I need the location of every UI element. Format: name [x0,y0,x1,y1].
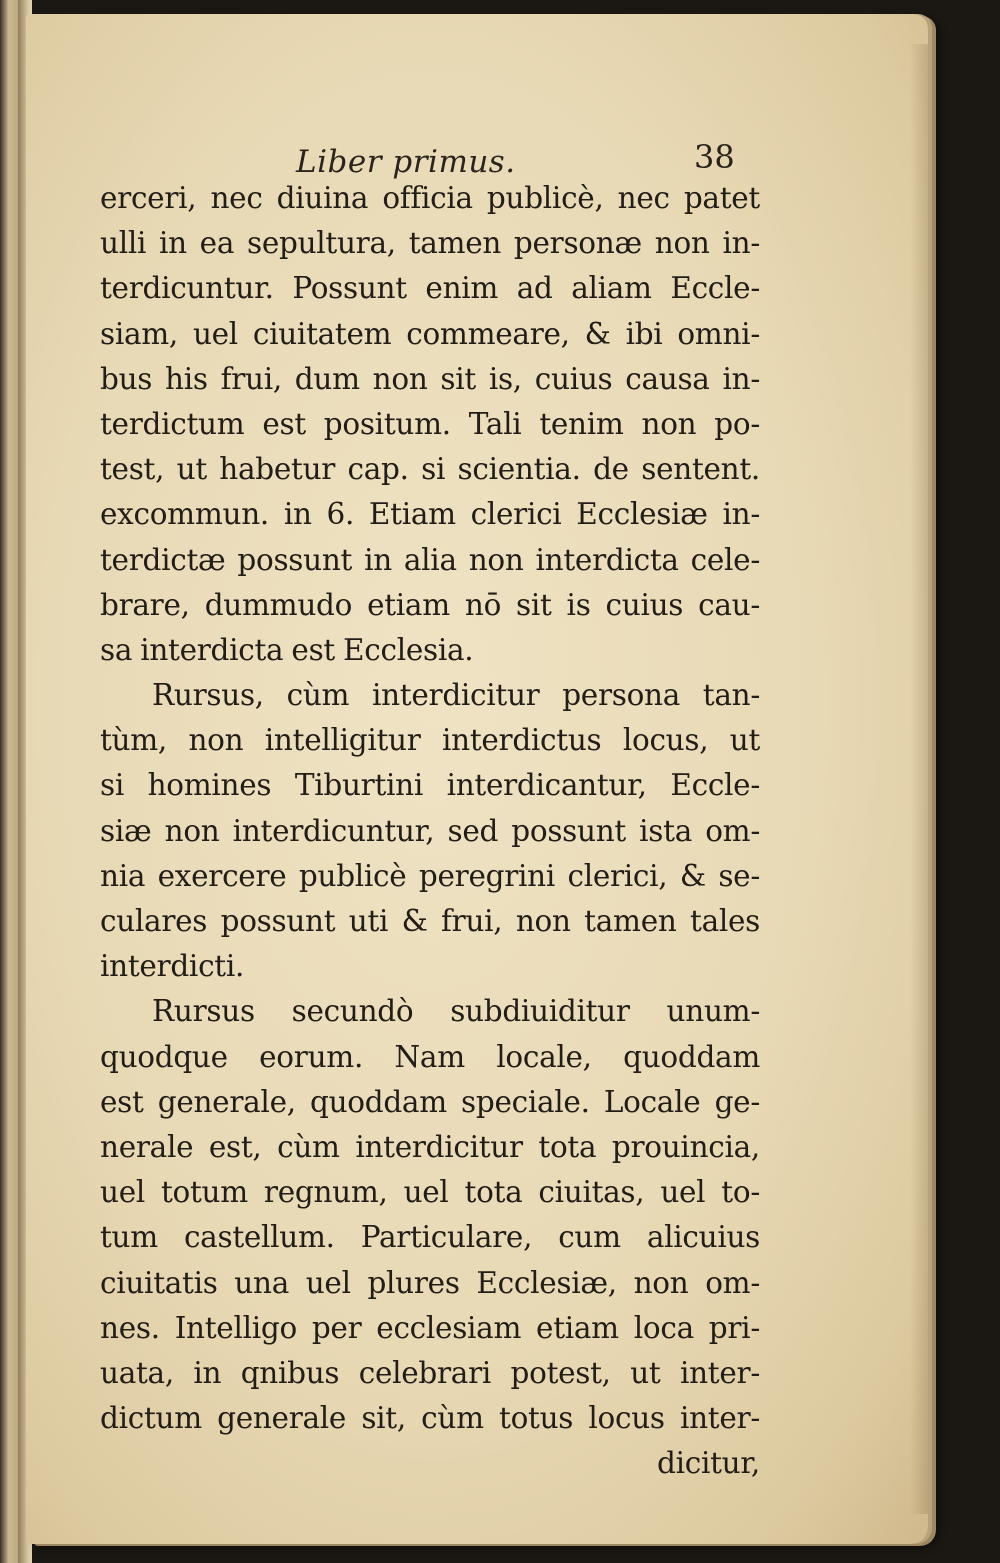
text-line: brare, dummudo etiam nō sit is cuius cau- [100,587,760,622]
text-line: sa interdicta est Ecclesia. [100,632,474,667]
text-line: excommun. in 6. Etiam clerici Ecclesiæ in- [100,497,760,532]
text-line: est generale, quoddam speciale. Locale ge- [100,1084,760,1119]
text-line: uata, in qnibus celebrari potest, ut inter- [100,1355,760,1390]
text-line: Rursus, cùm interdicitur persona tan- [152,678,760,713]
book-page [26,14,928,1544]
text-line: Rursus secundò subdiuiditur unum- [152,994,760,1029]
text-line: terdicuntur. Possunt enim ad aliam Eccle- [100,271,760,306]
text-line: nerale est, cùm interdicitur tota prouincia, [100,1129,760,1164]
text-line: nia exercere publicè peregrini clerici, & se- [100,858,760,893]
text-line: terdictæ possunt in alia non interdicta cele- [100,542,760,577]
text-line: tum castellum. Particulare, cum alicuius [100,1220,760,1255]
text-line: terdictum est positum. Tali tenim non po- [100,406,760,441]
running-head: Liber primus. [296,144,516,180]
text-line: erceri, nec diuina officia publicè, nec patet [100,181,760,215]
text-line: culares possunt uti & frui, non tamen tales [100,904,760,938]
text-line: uel totum regnum, uel tota ciuitas, uel to- [100,1175,760,1210]
catchword: dicitur, [657,1446,760,1481]
text-line: si homines Tiburtini interdicantur, Eccle- [100,768,760,803]
body-text [100,176,760,1486]
page-fore-edge-shadow [910,44,928,1514]
folio-number: 38 [694,138,735,176]
text-line: ciuitatis una uel plures Ecclesiæ, non om- [100,1265,760,1300]
text-line: bus his frui, dum non sit is, cuius causa in- [100,361,760,396]
text-line: siæ non interdicuntur, sed possunt ista om- [100,813,760,848]
text-line: nes. Intelligo per ecclesiam etiam loca pri- [100,1310,760,1345]
text-line: test, ut habetur cap. si scientia. de sentent. [100,452,760,487]
text-line: tùm, non intelligitur interdictus locus, ut [100,723,760,758]
text-line: ulli in ea sepultura, tamen personæ non in- [100,226,760,261]
text-line: interdicti. [100,949,245,984]
text-line: dictum generale sit, cùm totus locus inter- [100,1401,760,1436]
text-line: siam, uel ciuitatem commeare, & ibi omni- [100,316,760,351]
text-line: quodque eorum. Nam locale, quoddam [100,1039,760,1074]
